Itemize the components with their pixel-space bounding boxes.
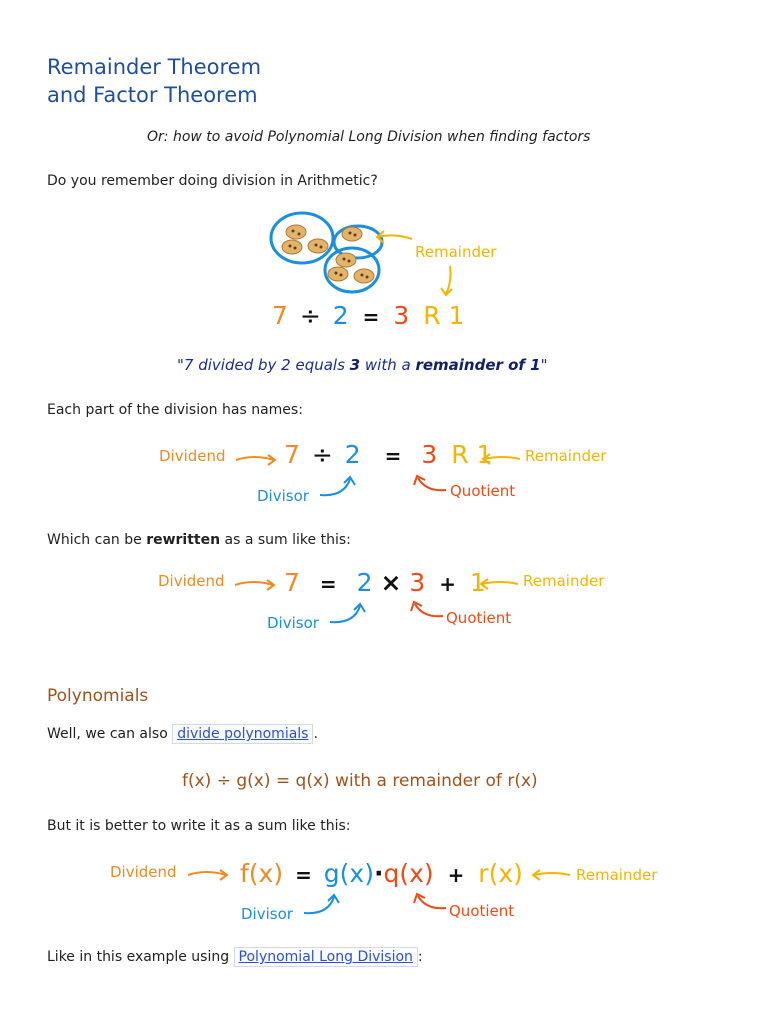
cookie-div-sign: ÷ — [299, 301, 321, 330]
rewritten-text: Which can be rewritten as a sum like this: — [47, 532, 351, 548]
sum-remainder: 1 — [469, 568, 486, 597]
cookie-remainder-label: Remainder — [415, 243, 497, 261]
sum-quotient: 3 — [409, 568, 426, 597]
poly-quotient-label: Quotient — [449, 902, 515, 920]
poly-remainder-arrow — [530, 868, 572, 882]
poly-formula: f(x) ÷ g(x) = q(x) with a remainder of r(x) — [182, 771, 538, 791]
divide-polynomials-link[interactable]: divide polynomials — [172, 724, 313, 744]
poly-rx: r(x) — [478, 859, 523, 888]
names-quotient-arrow — [408, 472, 448, 498]
names-dividend-arrow — [234, 452, 280, 466]
sum-divisor: 2 — [356, 568, 373, 597]
poly-dot: · — [373, 859, 384, 888]
poly-fx: f(x) — [240, 859, 284, 888]
cookie-dividend: 7 — [272, 301, 288, 330]
poly-equals: = — [295, 863, 312, 887]
poly-divisor-label: Divisor — [241, 905, 293, 923]
names-equals: = — [384, 444, 402, 468]
sum-remainder-arrow — [478, 577, 520, 591]
arrow-to-remainder — [438, 264, 458, 298]
page-title-line2: and Factor Theorem — [47, 83, 258, 107]
page-title-line1: Remainder Theorem — [47, 55, 262, 79]
names-quotient: 3 — [421, 440, 438, 469]
sum-quotient-label: Quotient — [446, 609, 512, 627]
cookie-divisor: 2 — [332, 301, 349, 330]
polynomial-long-division-link[interactable]: Polynomial Long Division — [234, 947, 418, 967]
poly-remainder-label: Remainder — [576, 866, 658, 884]
poly-gx: g(x) — [323, 859, 374, 888]
sum-dividend-arrow — [233, 577, 279, 591]
sum-dividend-label: Dividend — [158, 572, 225, 590]
names-intro: Each part of the division has names: — [47, 402, 303, 418]
sum-equals: = — [319, 572, 337, 596]
poly-divisor-arrow — [302, 891, 342, 919]
polynomials-heading: Polynomials — [47, 686, 149, 706]
poly-dividend-label: Dividend — [110, 863, 177, 881]
cookie-quotient: 3 — [393, 301, 410, 330]
poly-equation — [240, 859, 523, 888]
cookie-remainder: 1 — [448, 301, 465, 330]
names-r: R — [451, 440, 469, 469]
names-equation — [284, 440, 492, 469]
cookie-equals: = — [362, 305, 380, 329]
arrow-to-cookie — [372, 225, 417, 250]
sum-times: × — [380, 568, 402, 597]
subtitle: Or: how to avoid Polynomial Long Division when finding factors — [147, 129, 591, 145]
sum-equation — [284, 568, 486, 597]
division-quote: "7 divided by 2 equals 3 with a remainder of 1" — [177, 356, 548, 374]
cookie-r: R — [423, 301, 441, 330]
better-text: But it is better to write it as a sum like this: — [47, 818, 351, 834]
example-text: Like in this example using Polynomial Long Division : — [47, 949, 423, 965]
names-divisor-label: Divisor — [257, 487, 309, 505]
poly-intro: Well, we can also divide polynomials . — [47, 726, 318, 742]
poly-qx: q(x) — [383, 859, 434, 888]
intro-text: Do you remember doing division in Arithmetic? — [47, 173, 378, 189]
names-remainder-arrow — [480, 452, 522, 466]
names-div-sign: ÷ — [311, 440, 333, 469]
sum-quotient-arrow — [405, 598, 445, 624]
cookie-equation — [272, 301, 464, 330]
sum-plus: + — [439, 572, 456, 596]
poly-plus: + — [447, 863, 465, 887]
names-remainder-label: Remainder — [525, 447, 607, 465]
names-divisor-arrow — [318, 473, 358, 501]
cookie-illustration — [268, 212, 388, 297]
names-dividend-label: Dividend — [159, 447, 226, 465]
names-dividend: 7 — [284, 440, 300, 469]
sum-divisor-arrow — [328, 600, 368, 628]
names-quotient-label: Quotient — [450, 482, 516, 500]
poly-quotient-arrow — [408, 890, 448, 916]
poly-dividend-arrow — [186, 867, 232, 881]
names-divisor: 2 — [344, 440, 361, 469]
sum-divisor-label: Divisor — [267, 614, 319, 632]
sum-dividend: 7 — [284, 568, 300, 597]
names-remainder: 1 — [476, 440, 493, 469]
sum-remainder-label: Remainder — [523, 572, 605, 590]
